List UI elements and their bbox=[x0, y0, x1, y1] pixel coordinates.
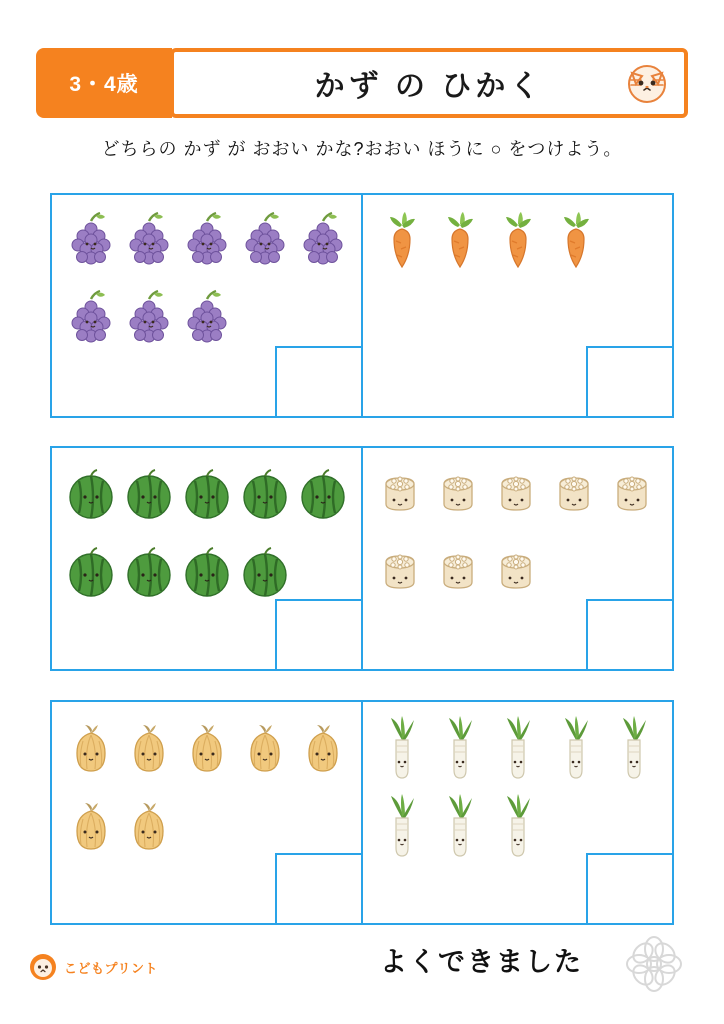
list-item bbox=[236, 456, 294, 534]
age-badge: 3・4歳 bbox=[36, 48, 172, 118]
page-title: かず の ひかく bbox=[314, 70, 544, 103]
list-item bbox=[178, 456, 236, 534]
list-item bbox=[62, 710, 120, 788]
list-item bbox=[431, 534, 489, 612]
item-collection-lotus-root bbox=[373, 456, 665, 612]
answer-box-3-right[interactable] bbox=[586, 853, 674, 925]
answer-box-1-left[interactable] bbox=[275, 346, 363, 418]
item-collection-green-onion bbox=[373, 710, 665, 866]
flower-outline-icon bbox=[622, 932, 686, 996]
praise-text: よくできました bbox=[380, 947, 583, 977]
list-item bbox=[373, 203, 431, 281]
list-item bbox=[489, 710, 547, 788]
list-item bbox=[236, 203, 294, 281]
list-item bbox=[605, 456, 663, 534]
list-item bbox=[547, 203, 605, 281]
list-item bbox=[373, 710, 431, 788]
problem-row-1 bbox=[50, 193, 674, 418]
list-item bbox=[489, 203, 547, 281]
instruction-text: どちらの かず が おおい かな?おおい ほうに ○ をつけよう。 bbox=[101, 139, 623, 159]
list-item bbox=[489, 456, 547, 534]
list-item bbox=[431, 788, 489, 866]
list-item bbox=[373, 534, 431, 612]
list-item bbox=[547, 710, 605, 788]
list-item bbox=[294, 710, 352, 788]
list-item bbox=[62, 788, 120, 866]
list-item bbox=[294, 203, 352, 281]
problem-1-left-group[interactable] bbox=[50, 193, 362, 418]
header bbox=[36, 48, 688, 118]
list-item bbox=[373, 456, 431, 534]
list-item bbox=[547, 456, 605, 534]
list-item bbox=[120, 281, 178, 359]
list-item bbox=[120, 710, 178, 788]
list-item bbox=[489, 788, 547, 866]
list-item bbox=[178, 203, 236, 281]
list-item bbox=[431, 710, 489, 788]
answer-box-2-right[interactable] bbox=[586, 599, 674, 671]
list-item bbox=[178, 534, 236, 612]
problem-row-3 bbox=[50, 700, 674, 925]
list-item bbox=[62, 203, 120, 281]
list-item bbox=[120, 534, 178, 612]
brand-name: こどもプリント bbox=[64, 960, 158, 976]
list-item bbox=[62, 281, 120, 359]
list-item bbox=[120, 456, 178, 534]
list-item bbox=[120, 788, 178, 866]
problem-3-left-group[interactable] bbox=[50, 700, 362, 925]
answer-box-2-left[interactable] bbox=[275, 599, 363, 671]
list-item bbox=[431, 456, 489, 534]
item-collection-onion bbox=[62, 710, 354, 866]
list-item bbox=[489, 534, 547, 612]
list-item bbox=[431, 203, 489, 281]
title-box bbox=[170, 48, 688, 118]
answer-box-3-left[interactable] bbox=[275, 853, 363, 925]
problem-3-right-group[interactable] bbox=[362, 700, 674, 925]
list-item bbox=[294, 456, 352, 534]
item-collection-carrot bbox=[373, 203, 665, 281]
list-item bbox=[178, 710, 236, 788]
cat-face-icon bbox=[624, 60, 670, 106]
problem-row-2 bbox=[50, 446, 674, 671]
brand-logo bbox=[28, 952, 158, 982]
answer-box-1-right[interactable] bbox=[586, 346, 674, 418]
problem-2-left-group[interactable] bbox=[50, 446, 362, 671]
problem-2-right-group[interactable] bbox=[362, 446, 674, 671]
item-collection-watermelon bbox=[62, 456, 354, 612]
list-item bbox=[605, 710, 663, 788]
problem-1-right-group[interactable] bbox=[362, 193, 674, 418]
list-item bbox=[62, 456, 120, 534]
list-item bbox=[62, 534, 120, 612]
list-item bbox=[373, 788, 431, 866]
list-item bbox=[178, 281, 236, 359]
item-collection-grapes bbox=[62, 203, 354, 359]
list-item bbox=[120, 203, 178, 281]
list-item bbox=[236, 710, 294, 788]
cat-face-icon bbox=[28, 952, 58, 982]
